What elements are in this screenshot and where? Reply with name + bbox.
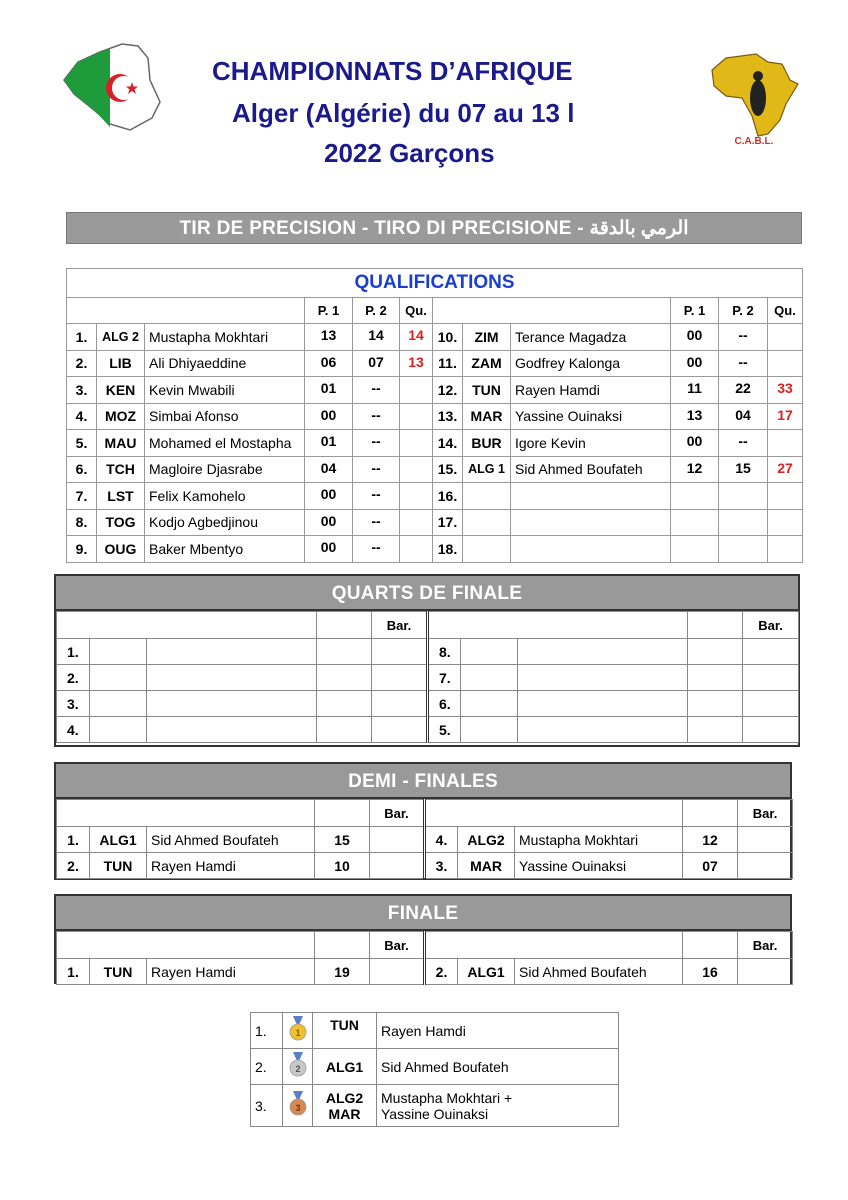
rank-cell: 10. [433,324,463,351]
gold-medal-icon [283,1013,313,1049]
empty-cell [317,717,372,743]
semi-finals-table [56,799,793,879]
p2-cell: -- [719,430,768,457]
qu-cell [768,350,803,377]
semi-finals-title: DEMI - FINALES [56,764,790,799]
final-section [54,894,792,984]
athlete-name-cell: Simbai Afonso [145,403,305,430]
bar-header: Bar. [372,612,428,639]
p1-cell: 00 [305,483,353,510]
table-row [67,536,803,563]
empty-cell [147,665,317,691]
empty-cell [518,639,688,665]
col-p1: P. 1 [305,298,353,324]
p1-cell: 04 [305,456,353,483]
country-code-cell: KEN [97,377,145,404]
empty-cell [518,691,688,717]
athlete-name-cell: Magloire Djasrabe [145,456,305,483]
quarter-finals-table [56,611,799,743]
p1-cell [671,483,719,510]
country-code-cell: ZIM [463,324,511,351]
rank-cell: 15. [433,456,463,483]
empty-cell [461,639,518,665]
rank-cell: 12. [433,377,463,404]
country-code-cell: ALG 2 [97,324,145,351]
p1-cell: 06 [305,350,353,377]
qu-cell [400,403,433,430]
athlete-name-cell: Sid Ahmed Boufateh [511,456,671,483]
qu-cell [400,536,433,563]
p1-cell [671,536,719,563]
rank-cell: 2. [67,350,97,377]
svg-text:2: 2 [294,1064,301,1074]
p2-cell: 07 [353,350,400,377]
empty-cell [90,691,147,717]
table-row [57,717,799,743]
rank-cell: 18. [433,536,463,563]
athlete-name-cell: Kodjo Agbedjinou [145,509,305,536]
table-row [67,324,803,351]
svg-text:1: 1 [294,1028,301,1038]
podium-row: 2. 2 ALG1 Sid Ahmed Boufateh [251,1049,619,1085]
empty-cell [90,639,147,665]
p2-cell: -- [353,509,400,536]
country-code-cell: MOZ [97,403,145,430]
qualifications-title: QUALIFICATIONS [67,269,803,298]
p1-cell: 00 [305,536,353,563]
table-row [67,509,803,536]
bar-header: Bar. [370,800,425,827]
qu-cell [400,509,433,536]
cabl-africa-logo [706,50,802,150]
qu-cell [400,456,433,483]
p1-cell: 11 [671,377,719,404]
p1-cell [671,509,719,536]
empty-cell [372,639,428,665]
table-row: 1. ALG1 Sid Ahmed Boufateh 15 4. ALG2 Mustapha Mokhtari 12 [57,827,793,853]
p1-cell: 13 [305,324,353,351]
rank-cell: 4. [67,403,97,430]
athlete-name-cell: Igore Kevin [511,430,671,457]
table-row: 1. TUN Rayen Hamdi 19 2. ALG1 Sid Ahmed Boufateh 16 [57,959,793,985]
empty-cell [147,639,317,665]
quarter-finals-section [54,574,800,747]
country-code-cell [463,509,511,536]
qu-cell [768,324,803,351]
rank-cell: 3. [67,377,97,404]
discipline-title: TIR DE PRECISION - TIRO DI PRECISIONE - الرمي بالدقة [66,212,802,244]
bar-header: Bar. [370,932,425,959]
p2-cell: -- [719,324,768,351]
empty-cell [743,717,799,743]
podium-row: 1. 1 TUN Rayen Hamdi [251,1013,619,1049]
empty-cell [147,691,317,717]
rank-cell: 8. [67,509,97,536]
country-code-cell: ALG 1 [463,456,511,483]
athlete-name-cell: Baker Mbentyo [145,536,305,563]
empty-cell [743,665,799,691]
rank-cell: 16. [433,483,463,510]
empty-cell [688,665,743,691]
rank-cell: 6. [67,456,97,483]
col-p2: P. 2 [719,298,768,324]
empty-cell [688,691,743,717]
country-code-cell: TUN [463,377,511,404]
country-code-cell: TCH [97,456,145,483]
bar-header: Bar. [738,932,793,959]
qu-cell [768,483,803,510]
athlete-name-cell: Felix Kamohelo [145,483,305,510]
col-qu: Qu. [768,298,803,324]
empty-cell [743,639,799,665]
athlete-name-cell [511,483,671,510]
empty-cell [372,665,428,691]
table-row [57,639,799,665]
col-qu: Qu. [400,298,433,324]
qu-cell [400,483,433,510]
table-row [67,350,803,377]
rank-cell: 7. [67,483,97,510]
p1-cell: 01 [305,430,353,457]
empty-cell [461,665,518,691]
table-row [67,403,803,430]
empty-cell [317,691,372,717]
athlete-name-cell [511,536,671,563]
p1-cell: 01 [305,377,353,404]
empty-cell [461,717,518,743]
rank-cell: 1. [57,639,90,665]
svg-text:3: 3 [294,1103,301,1113]
bar-header: Bar. [738,800,793,827]
rank-cell: 5. [428,717,461,743]
p2-cell: 04 [719,403,768,430]
table-row: 2. TUN Rayen Hamdi 10 3. MAR Yassine Ouinaksi 07 [57,853,793,879]
empty-cell [90,665,147,691]
table-row [67,483,803,510]
athlete-name-cell: Godfrey Kalonga [511,350,671,377]
empty-cell [147,717,317,743]
athlete-name-cell: Kevin Mwabili [145,377,305,404]
rank-cell: 7. [428,665,461,691]
empty-cell [317,665,372,691]
qualifications-table [66,268,803,563]
empty-cell [743,691,799,717]
championship-title: CHAMPIONNATS D’AFRIQUE [212,56,573,86]
table-row [67,377,803,404]
country-code-cell: MAR [463,403,511,430]
empty-cell [518,665,688,691]
qu-cell: 13 [400,350,433,377]
championship-year: 2022 Garçons [324,138,495,168]
bronze-medal-icon [283,1085,313,1127]
qu-cell: 27 [768,456,803,483]
empty-cell [518,717,688,743]
qu-cell [768,509,803,536]
rank-cell: 4. [57,717,90,743]
empty-cell [317,639,372,665]
rank-cell: 11. [433,350,463,377]
p2-cell: -- [353,377,400,404]
athlete-name-cell: Rayen Hamdi [511,377,671,404]
athlete-name-cell: Mustapha Mokhtari [145,324,305,351]
qu-cell: 17 [768,403,803,430]
p2-cell [719,483,768,510]
col-p2: P. 2 [353,298,400,324]
country-code-cell: LIB [97,350,145,377]
rank-cell: 13. [433,403,463,430]
bar-header: Bar. [743,612,799,639]
qu-cell: 33 [768,377,803,404]
algeria-map-flag-logo [60,40,168,132]
p1-cell: 00 [305,509,353,536]
p2-cell: -- [353,536,400,563]
p2-cell: -- [353,456,400,483]
championship-location: Alger (Algérie) du 07 au 13 l [232,98,575,128]
rank-cell: 8. [428,639,461,665]
empty-cell [90,717,147,743]
country-code-cell [463,483,511,510]
athlete-name-cell [511,509,671,536]
qu-cell [768,536,803,563]
empty-cell [372,717,428,743]
table-row [67,430,803,457]
rank-cell: 6. [428,691,461,717]
athlete-name-cell: Mohamed el Mostapha [145,430,305,457]
podium-row: 3. 3 ALG2 MAR Mustapha Mokhtari + Yassine Ouinaksi [251,1085,619,1127]
col-p1: P. 1 [671,298,719,324]
p2-cell: -- [353,430,400,457]
country-code-cell: ZAM [463,350,511,377]
qualifications-header-row [67,298,803,324]
podium-table [250,1012,619,1127]
empty-cell [688,717,743,743]
svg-text:C.A.B.L.: C.A.B.L. [734,136,774,147]
table-row [67,456,803,483]
p1-cell: 00 [305,403,353,430]
country-code-cell: OUG [97,536,145,563]
p2-cell: -- [353,483,400,510]
p2-cell: 15 [719,456,768,483]
p2-cell [719,509,768,536]
empty-cell [372,691,428,717]
rank-cell: 17. [433,509,463,536]
qu-cell [400,377,433,404]
qu-cell [768,430,803,457]
p2-cell: 22 [719,377,768,404]
athlete-name-cell: Terance Magadza [511,324,671,351]
p2-cell: -- [719,350,768,377]
table-row [57,665,799,691]
semi-finals-section [54,762,792,880]
rank-cell: 3. [57,691,90,717]
country-code-cell: TOG [97,509,145,536]
final-title: FINALE [56,896,790,931]
country-code-cell [463,536,511,563]
p1-cell: 00 [671,324,719,351]
country-code-cell: LST [97,483,145,510]
p2-cell [719,536,768,563]
p1-cell: 00 [671,350,719,377]
country-code-cell: BUR [463,430,511,457]
athlete-name-cell: Yassine Ouinaksi [511,403,671,430]
country-code-cell: MAU [97,430,145,457]
empty-cell [688,639,743,665]
empty-cell [461,691,518,717]
qu-cell [400,430,433,457]
rank-cell: 5. [67,430,97,457]
p1-cell: 13 [671,403,719,430]
rank-cell: 2. [57,665,90,691]
final-table [56,931,793,985]
rank-cell: 9. [67,536,97,563]
quarter-finals-title: QUARTS DE FINALE [56,576,798,611]
p1-cell: 00 [671,430,719,457]
p1-cell: 12 [671,456,719,483]
silver-medal-icon [283,1049,313,1085]
rank-cell: 14. [433,430,463,457]
athlete-name-cell: Ali Dhiyaeddine [145,350,305,377]
table-row [57,691,799,717]
p2-cell: 14 [353,324,400,351]
p2-cell: -- [353,403,400,430]
qu-cell: 14 [400,324,433,351]
rank-cell: 1. [67,324,97,351]
